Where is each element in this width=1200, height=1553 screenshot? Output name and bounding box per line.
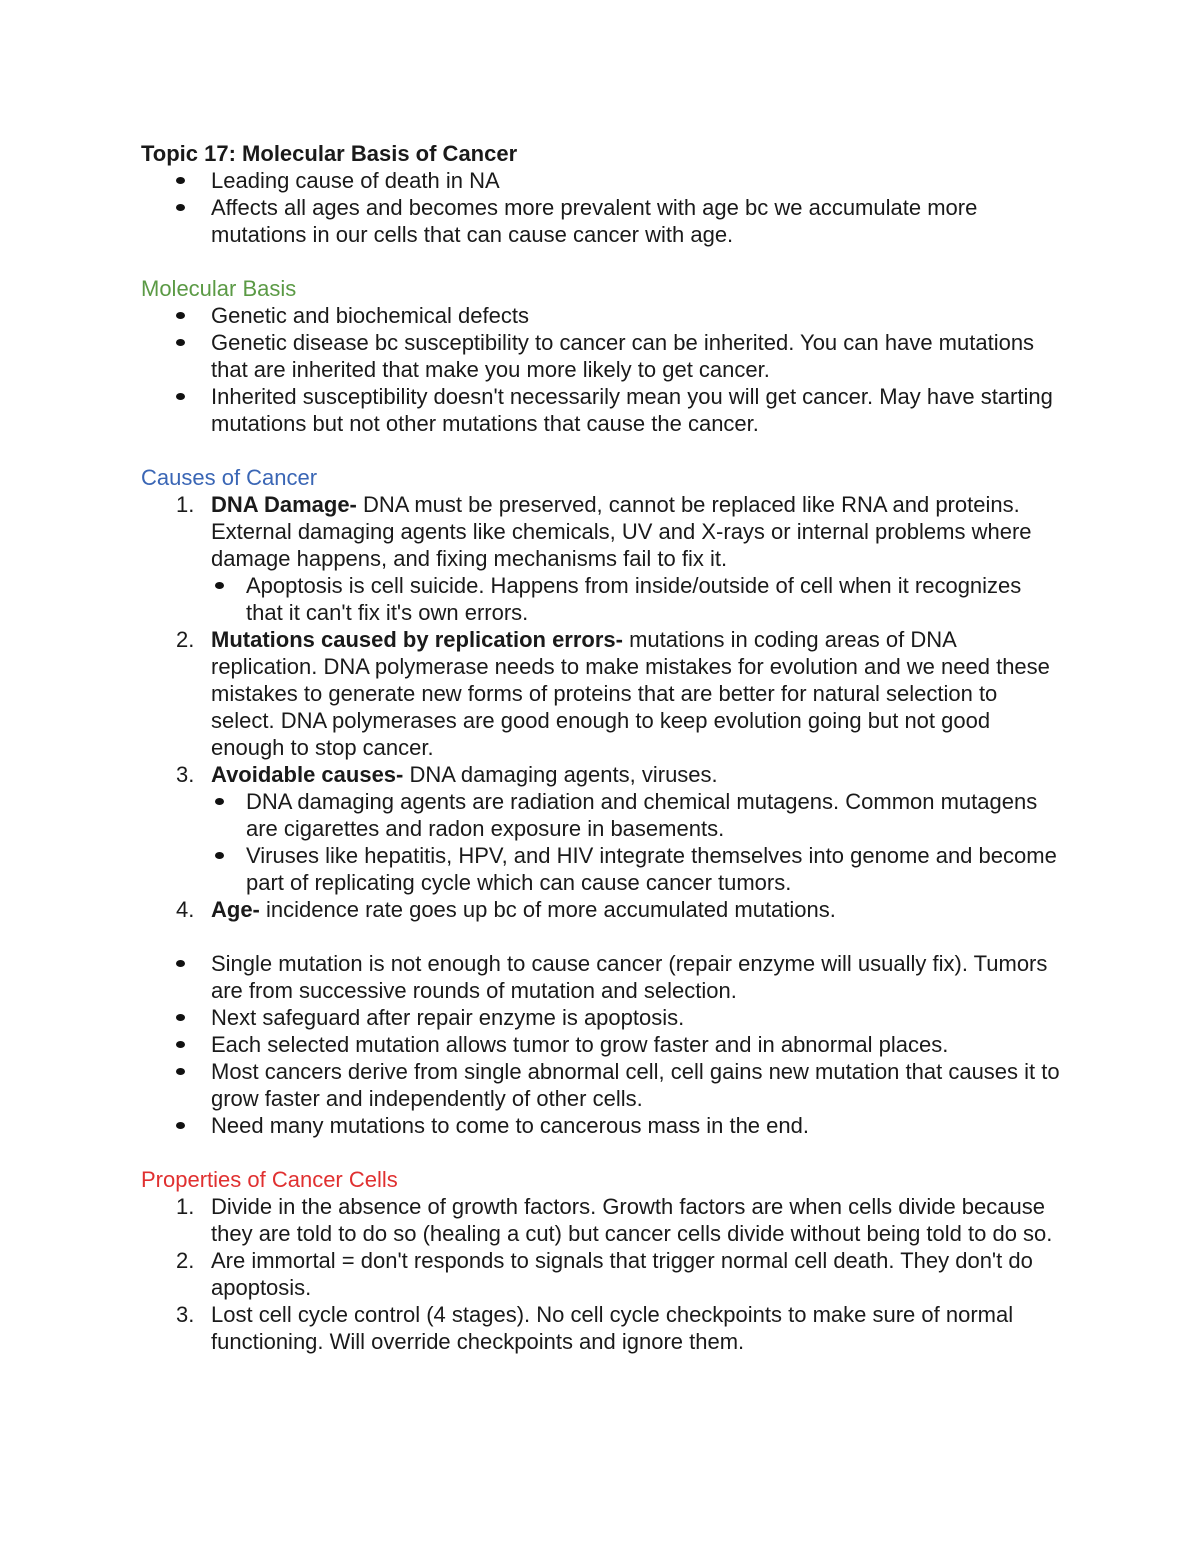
properties-list	[141, 1193, 1060, 1355]
property-text: Lost cell cycle control (4 stages). No cell cycle checkpoints to make sure of normal functioning. Will override checkpoints and ignore them.	[211, 1302, 1014, 1354]
item-number: 3.	[176, 762, 195, 787]
cause-term: Avoidable causes-	[211, 762, 404, 787]
list-item: Affects all ages and becomes more prevalent with age bc we accumulate more mutations in our cells that can cause cancer with age.	[141, 194, 1060, 248]
item-number: 2.	[176, 1248, 195, 1273]
list-item: Genetic and biochemical defects	[141, 302, 1060, 329]
item-number: 1.	[176, 492, 195, 517]
cause-term: Age-	[211, 897, 260, 922]
cause-term: DNA Damage-	[211, 492, 357, 517]
intro-list	[141, 167, 1060, 248]
item-number: 4.	[176, 897, 195, 922]
causes-list	[141, 491, 1060, 923]
cause-item	[141, 491, 1060, 626]
cause-text: mutations in coding areas of DNA replication. DNA polymerase needs to make mistakes for evolution and we need these mistakes to generate new forms of proteins that are better for natural selection to select. DNA polymerases are good enough to keep evolution going but not good enough to stop cancer.	[211, 627, 1050, 760]
list-item: Single mutation is not enough to cause cancer (repair enzyme will usually fix). Tumors are from successive rounds of mutation and selection.	[141, 950, 1060, 1004]
list-item: Most cancers derive from single abnormal cell, cell gains new mutation that causes it to grow faster and independently of other cells.	[141, 1058, 1060, 1112]
item-number: 2.	[176, 627, 195, 652]
cause-text: DNA must be preserved, cannot be replaced like RNA and proteins. External damaging agents like chemicals, UV and X-rays or internal problems where damage happens, and fixing mechanisms fail to fix it.	[211, 492, 1032, 571]
item-number: 1.	[176, 1194, 195, 1219]
cancer-notes-list	[141, 950, 1060, 1139]
list-item: Leading cause of death in NA	[141, 167, 1060, 194]
list-item: Next safeguard after repair enzyme is apoptosis.	[141, 1004, 1060, 1031]
list-item: Need many mutations to come to cancerous mass in the end.	[141, 1112, 1060, 1139]
property-text: Divide in the absence of growth factors. Growth factors are when cells divide because they are told to do so (healing a cut) but cancer cells divide without being told to do so.	[211, 1194, 1053, 1246]
cause-item	[141, 626, 1060, 761]
property-text: Are immortal = don't responds to signals that trigger normal cell death. They don't do apoptosis.	[211, 1248, 1033, 1300]
sub-list-item: DNA damaging agents are radiation and chemical mutagens. Common mutagens are cigarettes and radon exposure in basements.	[211, 788, 1060, 842]
sub-list-item: Apoptosis is cell suicide. Happens from inside/outside of cell when it recognizes that it can't fix it's own errors.	[211, 572, 1060, 626]
cause-item	[141, 896, 1060, 923]
sub-list	[211, 788, 1060, 896]
list-item: Each selected mutation allows tumor to grow faster and in abnormal places.	[141, 1031, 1060, 1058]
cause-text: DNA damaging agents, viruses.	[403, 762, 718, 787]
sub-list-item: Viruses like hepatitis, HPV, and HIV integrate themselves into genome and become part of replicating cycle which can cause cancer tumors.	[211, 842, 1060, 896]
heading-causes-of-cancer: Causes of Cancer	[141, 465, 318, 490]
page-title: Topic 17: Molecular Basis of Cancer	[141, 141, 518, 166]
molecular-basis-list	[141, 302, 1060, 437]
property-item	[141, 1301, 1060, 1355]
list-item: Genetic disease bc susceptibility to cancer can be inherited. You can have mutations that are inherited that make you more likely to get cancer.	[141, 329, 1060, 383]
cause-text: incidence rate goes up bc of more accumulated mutations.	[259, 897, 836, 922]
property-item	[141, 1247, 1060, 1301]
cause-term: Mutations caused by replication errors-	[211, 627, 623, 652]
heading-molecular-basis: Molecular Basis	[141, 276, 297, 301]
property-item	[141, 1193, 1060, 1247]
cause-item	[141, 761, 1060, 896]
sub-list	[211, 572, 1060, 626]
heading-properties-of-cancer-cells: Properties of Cancer Cells	[141, 1167, 398, 1192]
list-item: Inherited susceptibility doesn't necessarily mean you will get cancer. May have starting mutations but not other mutations that cause the cancer.	[141, 383, 1060, 437]
item-number: 3.	[176, 1302, 195, 1327]
